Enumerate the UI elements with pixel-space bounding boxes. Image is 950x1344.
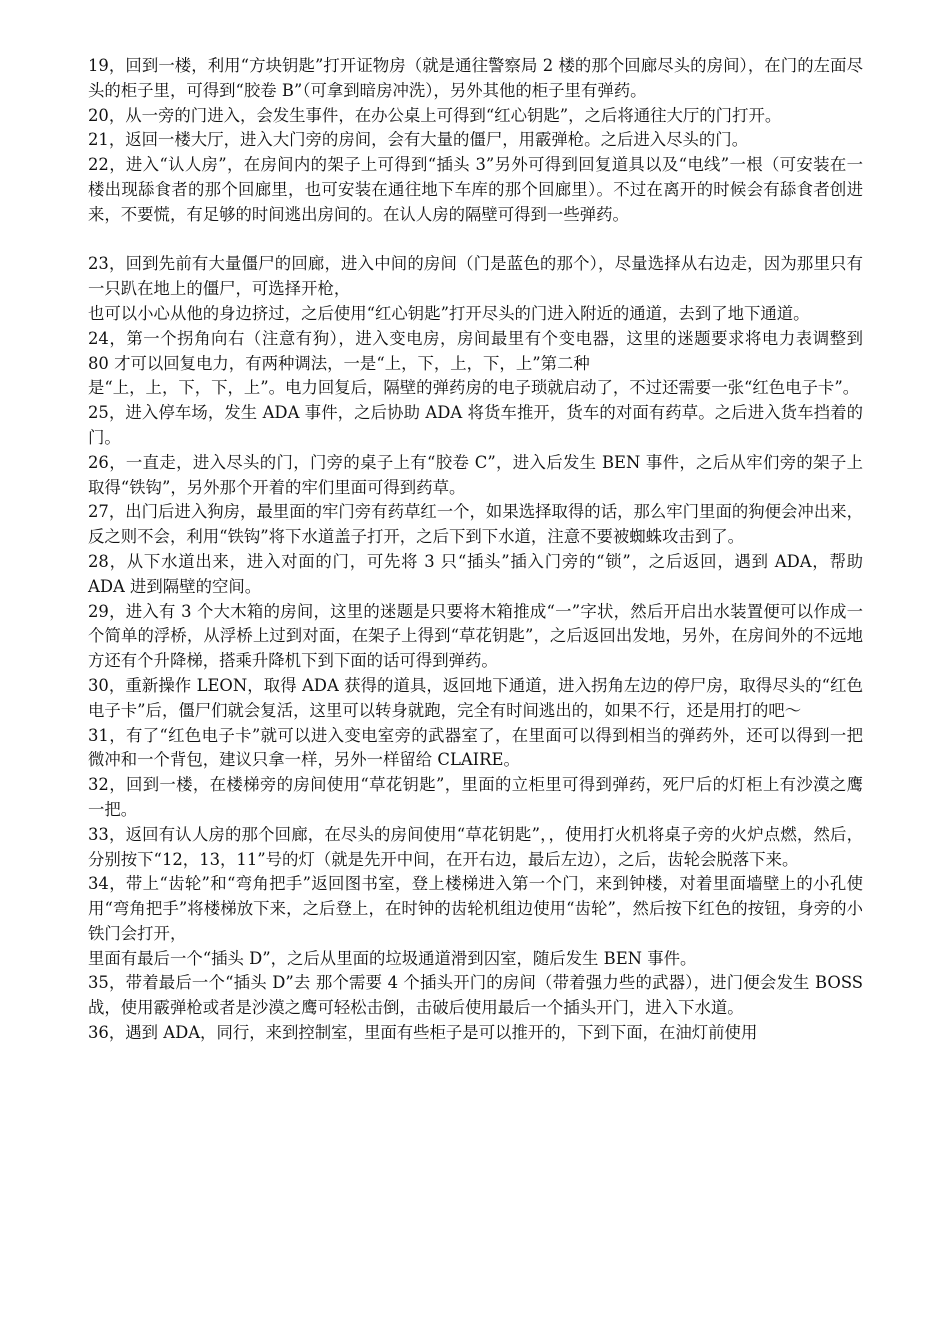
paragraph-33: 33，返回有认人房的那个回廊，在尽头的房间使用“草花钥匙”，，使用打火机将桌子旁的火炉点燃，然后，分别按下“12，13，11”号的灯（就是先开中间，在开右边，最后左边），之后，齿轮会脱落下来。 xyxy=(88,824,863,869)
paragraph-27: 27，出门后进入狗房，最里面的牢门旁有药草红一个，如果选择取得的话，那么牢门里面的狗便会冲出来，反之则不会，利用“铁钩”将下水道盖子打开，之后下到下水道，注意不要被蜘蛛攻击到了。 xyxy=(88,502,863,547)
paragraph-35: 35，带着最后一个“插头 D”去 那个需要 4 个插头开门的房间（带着强力些的武器），进门便会发生 BOSS 战，使用霰弹枪或者是沙漠之鹰可轻松击倒，击破后使用最后一个插头开门，进入下水道。 xyxy=(88,973,863,1018)
blank-line xyxy=(88,228,863,253)
paragraph-21: 21，返回一楼大厅，进入大门旁的房间，会有大量的僵尸，用霰弹枪。之后进入尽头的门。 xyxy=(88,130,749,150)
paragraph-29: 29，进入有 3 个大木箱的房间，这里的迷题是只要将木箱推成“一”字状，然后开启出水装置便可以作成一个简单的浮桥，从浮桥上过到对面，在架子上得到“草花钥匙”，之后返回出发地，另外，在房间外的不远地方还有个升降梯，搭乘升降机下到下面的话可得到弹药。 xyxy=(88,601,863,671)
paragraph-31: 31，有了“红色电子卡”就可以进入变电室旁的武器室了，在里面可以得到相当的弹药外，还可以得到一把微冲和一个背包，建议只拿一样，另外一样留给 CLAIRE。 xyxy=(88,725,863,770)
paragraph-30: 30，重新操作 LEON，取得 ADA 获得的道具，返回地下通道，进入拐角左边的停尸房，取得尽头的“红色电子卡”后，僵尸们就会复活，这里可以转身就跑，完全有时间逃出的，如果不行，还是用打的吧～ xyxy=(88,675,863,720)
paragraph-24-continued: 是“上，上，下，下，上”。电力回复后，隔壁的弹药房的电子琐就启动了，不过还需要一张“红色电子卡”。 xyxy=(88,378,860,398)
paragraph-23-continued: 也可以小心从他的身边挤过，之后使用“红心钥匙”打开尽头的门进入附近的通道，去到了地下通道。 xyxy=(88,303,810,323)
paragraph-36: 36，遇到 ADA，同行，来到控制室，里面有些柜子是可以推开的，下到下面，在油灯前使用 xyxy=(88,1023,758,1043)
paragraph-34: 34，带上“齿轮”和“弯角把手”返回图书室，登上楼梯进入第一个门，来到钟楼，对着里面墙壁上的小孔使用“弯角把手”将楼梯放下来，之后登上，在时钟的齿轮机组边使用“齿轮”，然后按下红色的按钮，身旁的小铁门会打开， xyxy=(88,874,863,943)
paragraph-28: 28，从下水道出来，进入对面的门，可先将 3 只“插头”插入门旁的“锁”，之后返回，遇到 ADA，帮助 ADA 进到隔壁的空间。 xyxy=(88,551,863,596)
paragraph-32: 32，回到一楼，在楼梯旁的房间使用“草花钥匙”，里面的立柜里可得到弹药，死尸后的灯柜上有沙漠之鹰一把。 xyxy=(88,775,863,819)
paragraph-34-continued: 里面有最后一个“插头 D”，之后从里面的垃圾通道滑到囚室，随后发生 BEN 事件。 xyxy=(88,948,697,968)
paragraph-26: 26，一直走，进入尽头的门，门旁的桌子上有“胶卷 C”，进入后发生 BEN 事件，之后从牢们旁的架子上取得“铁钩”，另外那个开着的牢们里面可得到药草。 xyxy=(88,452,863,497)
paragraph-20: 20，从一旁的门进入，会发生事件，在办公桌上可得到“红心钥匙”，之后将通往大厅的门打开。 xyxy=(88,105,782,125)
paragraph-19: 19，回到一楼，利用“方块钥匙”打开证物房（就是通往警察局 2 楼的那个回廊尽头的房间），在门的左面尽头的柜子里，可得到“胶卷 B”（可拿到暗房冲洗），另外其他的柜子里有弹药。 xyxy=(88,56,863,100)
paragraph-23: 23，回到先前有大量僵尸的回廊，进入中间的房间（门是蓝色的那个），尽量选择从右边走，因为那里只有一只趴在地上的僵尸，可选择开枪， xyxy=(88,254,863,299)
paragraph-25: 25，进入停车场，发生 ADA 事件，之后协助 ADA 将货车推开，货车的对面有药草。之后进入货车挡着的门。 xyxy=(88,403,863,447)
paragraph-22: 22，进入“认人房”，在房间内的架子上可得到“插头 3”另外可得到回复道具以及“电线”一根（可安装在一楼出现舔食者的那个回廊里，也可安装在通往地下车库的那个回廊里）。不过在离开的时候会有舔食者创进来，不要慌，有足够的时间逃出房间的。在认人房的隔壁可得到一些弹药。 xyxy=(88,155,863,224)
document-page xyxy=(88,54,863,1046)
paragraph-24: 24，第一个拐角向右（注意有狗），进入变电房，房间最里有个变电器，这里的迷题要求将电力表调整到 80 才可以回复电力，有两种调法，一是“上，下，上，下，上”第二种 xyxy=(88,328,863,373)
